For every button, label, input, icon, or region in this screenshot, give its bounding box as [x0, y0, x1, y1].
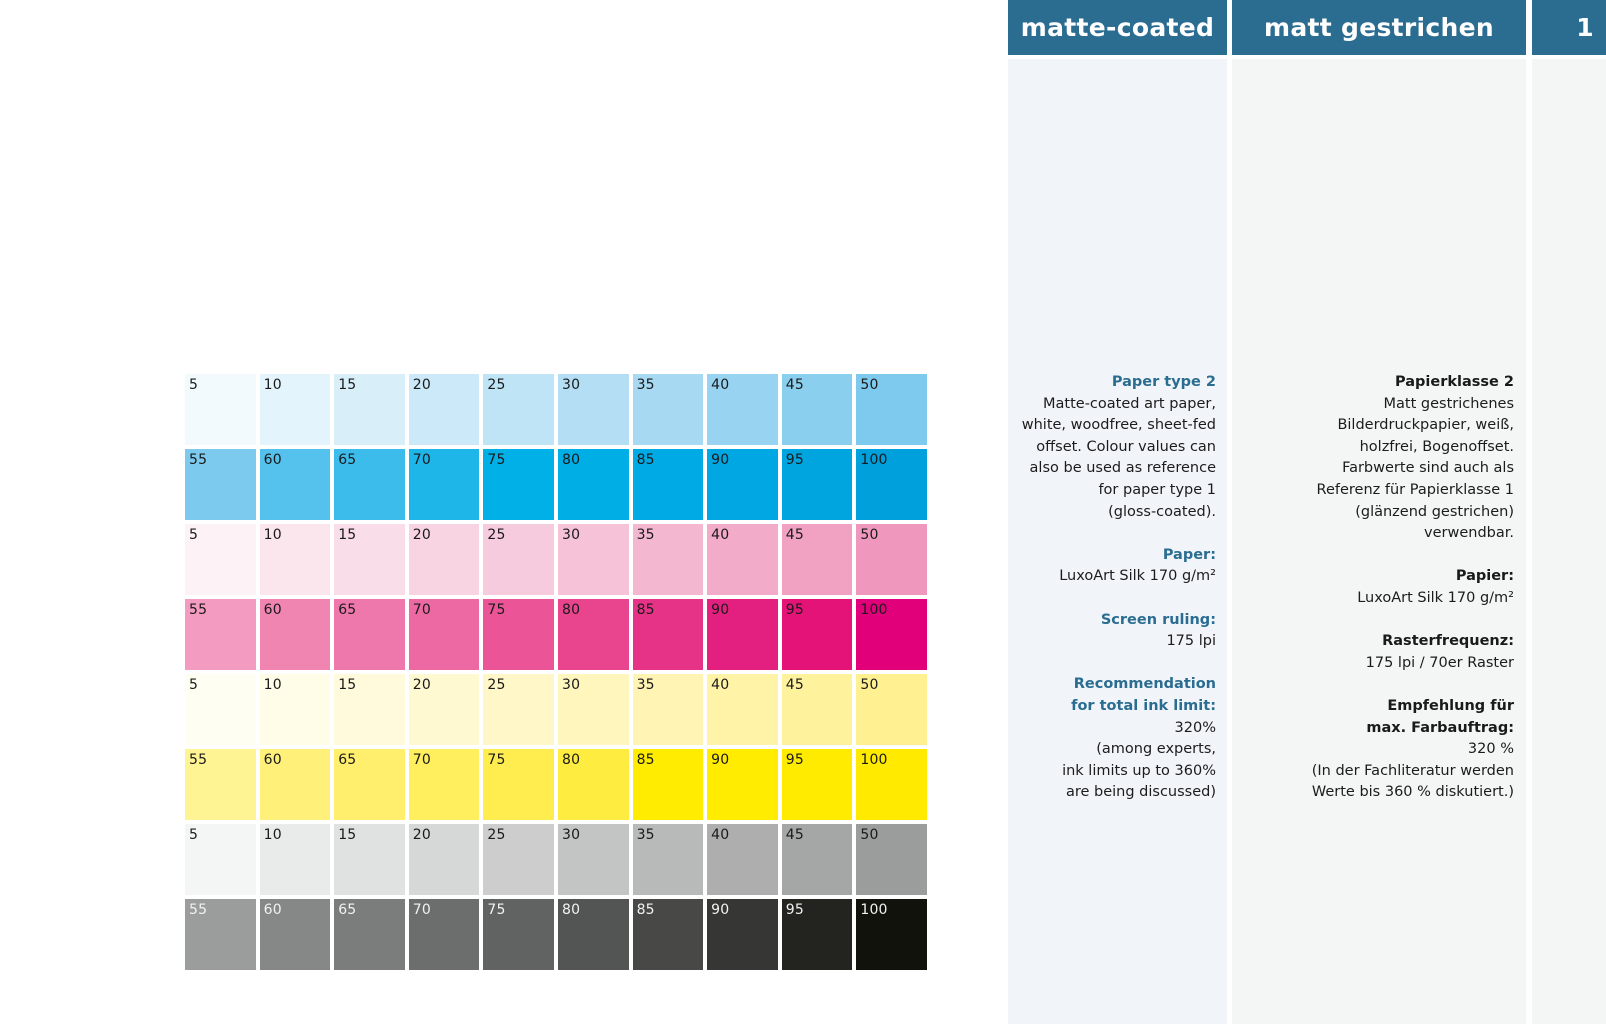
- swatch-percent-label: 50: [860, 677, 879, 693]
- ink-limit-note: are being discussed): [1065, 784, 1216, 801]
- paper-type-title: Paper type 2: [1111, 374, 1216, 390]
- description-line: Matt gestrichenes: [1383, 395, 1514, 412]
- swatch-percent-label: 90: [711, 602, 730, 618]
- swatch-cyan-15: [334, 374, 405, 445]
- column-panel: [1232, 59, 1526, 1024]
- swatch-percent-label: 10: [263, 377, 282, 393]
- swatch-percent-label: 25: [487, 527, 506, 543]
- description-line: white, woodfree, sheet-fed: [1021, 417, 1216, 434]
- column-matt-gestrichen: [1232, 0, 1526, 1024]
- swatch-percent-label: 100: [860, 452, 888, 468]
- swatch-yellow-100: [856, 749, 927, 820]
- swatch-percent-label: 30: [561, 677, 581, 693]
- description-line: offset. Colour values can: [1036, 438, 1216, 455]
- swatch-magenta-15: [334, 524, 405, 595]
- swatch-yellow-70: [409, 749, 480, 820]
- swatch-black-45: [782, 824, 853, 895]
- swatch-percent-label: 10: [263, 527, 282, 543]
- swatch-magenta-25: [483, 524, 554, 595]
- swatch-black-10: [260, 824, 331, 895]
- swatch-percent-label: 75: [487, 602, 506, 618]
- description-line: Farbwerte sind auch als: [1342, 460, 1514, 477]
- swatch-magenta-40: [707, 524, 778, 595]
- swatch-black-50: [856, 824, 927, 895]
- screen-ruling-label: Screen ruling:: [1100, 611, 1216, 628]
- swatch-percent-label: 15: [338, 827, 357, 843]
- swatch-percent-label: 15: [338, 377, 357, 393]
- swatch-magenta-10: [260, 524, 331, 595]
- swatch-yellow-40: [707, 674, 778, 745]
- swatch-yellow-5: [185, 674, 256, 745]
- swatch-percent-label: 50: [860, 527, 879, 543]
- swatch-magenta-90: [707, 599, 778, 670]
- swatch-black-60: [260, 899, 331, 970]
- swatch-magenta-100: [856, 599, 927, 670]
- description-line: (gloss-coated).: [1108, 503, 1216, 520]
- swatch-percent-label: 45: [785, 377, 804, 393]
- swatch-percent-label: 80: [561, 752, 581, 768]
- swatch-magenta-60: [260, 599, 331, 670]
- description-line: Bilderdruckpapier, weiß,: [1337, 417, 1514, 434]
- swatch-row-cyan: [185, 374, 931, 445]
- swatch-magenta-80: [558, 599, 629, 670]
- swatch-magenta-5: [185, 524, 256, 595]
- swatch-cyan-50: [856, 374, 927, 445]
- swatch-yellow-75: [483, 749, 554, 820]
- swatch-black-5: [185, 824, 256, 895]
- column-paper-class-number: [1532, 0, 1606, 1024]
- swatch-percent-label: 35: [636, 827, 655, 843]
- swatch-magenta-55: [185, 599, 256, 670]
- swatch-percent-label: 5: [189, 527, 199, 543]
- swatch-percent-label: 100: [860, 752, 888, 768]
- swatch-percent-label: 75: [487, 902, 506, 918]
- swatch-black-80: [558, 899, 629, 970]
- swatch-row-black: [185, 824, 931, 895]
- swatch-row-cyan: [185, 449, 931, 520]
- column-matte-coated: [1008, 0, 1227, 1024]
- swatch-magenta-50: [856, 524, 927, 595]
- swatch-percent-label: 25: [487, 677, 506, 693]
- swatch-yellow-25: [483, 674, 554, 745]
- description-line: for paper type 1: [1098, 481, 1216, 498]
- column-header: matt gestrichen: [1232, 0, 1526, 55]
- swatch-cyan-90: [707, 449, 778, 520]
- paper-value: LuxoArt Silk 170 g/m²: [1059, 568, 1216, 585]
- swatch-cyan-100: [856, 449, 927, 520]
- swatch-cyan-65: [334, 449, 405, 520]
- ink-limit-note: (In der Fachliteratur werden: [1311, 762, 1514, 779]
- swatch-percent-label: 95: [785, 602, 804, 618]
- swatch-cyan-35: [633, 374, 704, 445]
- swatch-black-90: [707, 899, 778, 970]
- swatch-percent-label: 50: [860, 827, 879, 843]
- swatch-percent-label: 65: [338, 752, 357, 768]
- swatch-percent-label: 30: [561, 377, 581, 393]
- swatch-percent-label: 60: [263, 752, 282, 768]
- swatch-black-65: [334, 899, 405, 970]
- swatch-cyan-30: [558, 374, 629, 445]
- swatch-row-yellow: [185, 749, 931, 820]
- swatch-percent-label: 20: [412, 377, 431, 393]
- swatch-percent-label: 55: [189, 752, 208, 768]
- swatch-magenta-45: [782, 524, 853, 595]
- swatch-yellow-20: [409, 674, 480, 745]
- swatch-percent-label: 90: [711, 752, 730, 768]
- swatch-percent-label: 5: [189, 827, 199, 843]
- swatch-magenta-70: [409, 599, 480, 670]
- swatch-magenta-20: [409, 524, 480, 595]
- swatch-percent-label: 85: [636, 752, 655, 768]
- swatch-percent-label: 5: [189, 377, 199, 393]
- swatch-cyan-40: [707, 374, 778, 445]
- swatch-cyan-85: [633, 449, 704, 520]
- swatch-cyan-60: [260, 449, 331, 520]
- swatch-percent-label: 30: [561, 527, 581, 543]
- swatch-percent-label: 40: [711, 377, 730, 393]
- screen-ruling-value: 175 lpi: [1166, 633, 1216, 650]
- swatch-percent-label: 25: [487, 377, 506, 393]
- swatch-percent-label: 100: [860, 602, 888, 618]
- swatch-percent-label: 40: [711, 527, 730, 543]
- swatch-percent-label: 75: [487, 452, 506, 468]
- swatch-black-100: [856, 899, 927, 970]
- swatch-yellow-15: [334, 674, 405, 745]
- swatch-percent-label: 40: [711, 677, 730, 693]
- swatch-percent-label: 45: [785, 827, 804, 843]
- ink-limit-label: for total ink limit:: [1071, 697, 1216, 714]
- description-line: also be used as reference: [1029, 460, 1216, 477]
- swatch-percent-label: 95: [785, 752, 804, 768]
- ink-limit-label: Recommendation: [1073, 676, 1216, 693]
- swatch-percent-label: 95: [785, 902, 804, 918]
- swatch-percent-label: 50: [860, 377, 879, 393]
- swatch-cyan-20: [409, 374, 480, 445]
- swatch-percent-label: 80: [561, 902, 581, 918]
- column-panel: [1532, 59, 1606, 1024]
- swatch-cyan-95: [782, 449, 853, 520]
- column-header: matte-coated: [1008, 0, 1227, 55]
- screen-ruling-label: Rasterfrequenz:: [1382, 633, 1514, 650]
- ink-limit-label: Empfehlung für: [1387, 697, 1514, 714]
- swatch-row-yellow: [185, 674, 931, 745]
- swatch-percent-label: 100: [860, 902, 888, 918]
- tint-swatch-grid: [185, 374, 931, 974]
- swatch-cyan-5: [185, 374, 256, 445]
- description-line: (glänzend gestrichen): [1355, 503, 1514, 520]
- swatch-percent-label: 35: [636, 527, 655, 543]
- swatch-percent-label: 40: [711, 827, 730, 843]
- swatch-percent-label: 75: [487, 752, 506, 768]
- column-header: 1: [1532, 0, 1606, 55]
- swatch-percent-label: 35: [636, 677, 655, 693]
- swatch-cyan-70: [409, 449, 480, 520]
- swatch-percent-label: 15: [338, 677, 357, 693]
- swatch-yellow-90: [707, 749, 778, 820]
- swatch-percent-label: 25: [487, 827, 506, 843]
- description-line: Referenz für Papierklasse 1: [1316, 481, 1514, 498]
- ink-limit-value: 320%: [1174, 719, 1216, 736]
- swatch-percent-label: 45: [785, 677, 804, 693]
- swatch-magenta-30: [558, 524, 629, 595]
- swatch-row-black: [185, 899, 931, 970]
- swatch-cyan-75: [483, 449, 554, 520]
- swatch-yellow-10: [260, 674, 331, 745]
- swatch-percent-label: 70: [412, 602, 431, 618]
- swatch-percent-label: 55: [189, 902, 208, 918]
- ink-limit-label: max. Farbauftrag:: [1366, 719, 1514, 736]
- swatch-percent-label: 45: [785, 527, 804, 543]
- swatch-cyan-45: [782, 374, 853, 445]
- swatch-percent-label: 5: [189, 677, 199, 693]
- swatch-percent-label: 15: [338, 527, 357, 543]
- swatch-percent-label: 85: [636, 452, 655, 468]
- swatch-magenta-35: [633, 524, 704, 595]
- ink-limit-note: Werte bis 360 % diskutiert.): [1311, 784, 1514, 801]
- swatch-magenta-65: [334, 599, 405, 670]
- swatch-yellow-35: [633, 674, 704, 745]
- swatch-percent-label: 90: [711, 452, 730, 468]
- swatch-percent-label: 80: [561, 602, 581, 618]
- swatch-percent-label: 70: [412, 902, 431, 918]
- swatch-percent-label: 65: [338, 602, 357, 618]
- swatch-percent-label: 55: [189, 452, 208, 468]
- swatch-percent-label: 30: [561, 827, 581, 843]
- swatch-yellow-55: [185, 749, 256, 820]
- description-line: Matte-coated art paper,: [1043, 395, 1216, 412]
- swatch-percent-label: 20: [412, 677, 431, 693]
- ink-limit-value: 320 %: [1467, 741, 1514, 758]
- swatch-row-magenta: [185, 599, 931, 670]
- swatch-black-75: [483, 899, 554, 970]
- swatch-cyan-10: [260, 374, 331, 445]
- swatch-black-40: [707, 824, 778, 895]
- swatch-yellow-50: [856, 674, 927, 745]
- swatch-percent-label: 20: [412, 527, 431, 543]
- paper-value: LuxoArt Silk 170 g/m²: [1357, 589, 1514, 606]
- description-line: holzfrei, Bogenoffset.: [1359, 438, 1514, 455]
- swatch-black-15: [334, 824, 405, 895]
- swatch-black-95: [782, 899, 853, 970]
- swatch-percent-label: 55: [189, 602, 208, 618]
- swatch-black-35: [633, 824, 704, 895]
- swatch-yellow-45: [782, 674, 853, 745]
- paper-label: Paper:: [1162, 546, 1216, 563]
- paper-spec-text: [1224, 372, 1514, 804]
- swatch-yellow-30: [558, 674, 629, 745]
- swatch-percent-label: 70: [412, 752, 431, 768]
- swatch-percent-label: 85: [636, 902, 655, 918]
- swatch-cyan-25: [483, 374, 554, 445]
- swatch-magenta-95: [782, 599, 853, 670]
- screen-ruling-value: 175 lpi / 70er Raster: [1365, 654, 1514, 671]
- paper-label: Papier:: [1455, 568, 1514, 585]
- description-line: verwendbar.: [1424, 525, 1514, 542]
- swatch-cyan-80: [558, 449, 629, 520]
- swatch-black-20: [409, 824, 480, 895]
- swatch-yellow-85: [633, 749, 704, 820]
- swatch-row-magenta: [185, 524, 931, 595]
- swatch-black-55: [185, 899, 256, 970]
- swatch-black-25: [483, 824, 554, 895]
- paper-type-title: Papierklasse 2: [1395, 374, 1514, 390]
- swatch-black-70: [409, 899, 480, 970]
- swatch-percent-label: 65: [338, 902, 357, 918]
- swatch-percent-label: 80: [561, 452, 581, 468]
- swatch-magenta-75: [483, 599, 554, 670]
- swatch-yellow-80: [558, 749, 629, 820]
- swatch-percent-label: 90: [711, 902, 730, 918]
- swatch-percent-label: 60: [263, 602, 282, 618]
- swatch-percent-label: 35: [636, 377, 655, 393]
- swatch-percent-label: 10: [263, 677, 282, 693]
- swatch-yellow-65: [334, 749, 405, 820]
- swatch-percent-label: 95: [785, 452, 804, 468]
- paper-spec-text: [1001, 372, 1216, 804]
- swatch-cyan-55: [185, 449, 256, 520]
- swatch-percent-label: 85: [636, 602, 655, 618]
- swatch-percent-label: 70: [412, 452, 431, 468]
- swatch-percent-label: 60: [263, 902, 282, 918]
- swatch-percent-label: 10: [263, 827, 282, 843]
- swatch-magenta-85: [633, 599, 704, 670]
- swatch-percent-label: 65: [338, 452, 357, 468]
- column-panel: [1008, 59, 1227, 1024]
- swatch-percent-label: 20: [412, 827, 431, 843]
- swatch-black-85: [633, 899, 704, 970]
- ink-limit-note: (among experts,: [1096, 741, 1216, 758]
- ink-limit-note: ink limits up to 360%: [1062, 762, 1216, 779]
- swatch-percent-label: 60: [263, 452, 282, 468]
- swatch-yellow-95: [782, 749, 853, 820]
- swatch-yellow-60: [260, 749, 331, 820]
- swatch-black-30: [558, 824, 629, 895]
